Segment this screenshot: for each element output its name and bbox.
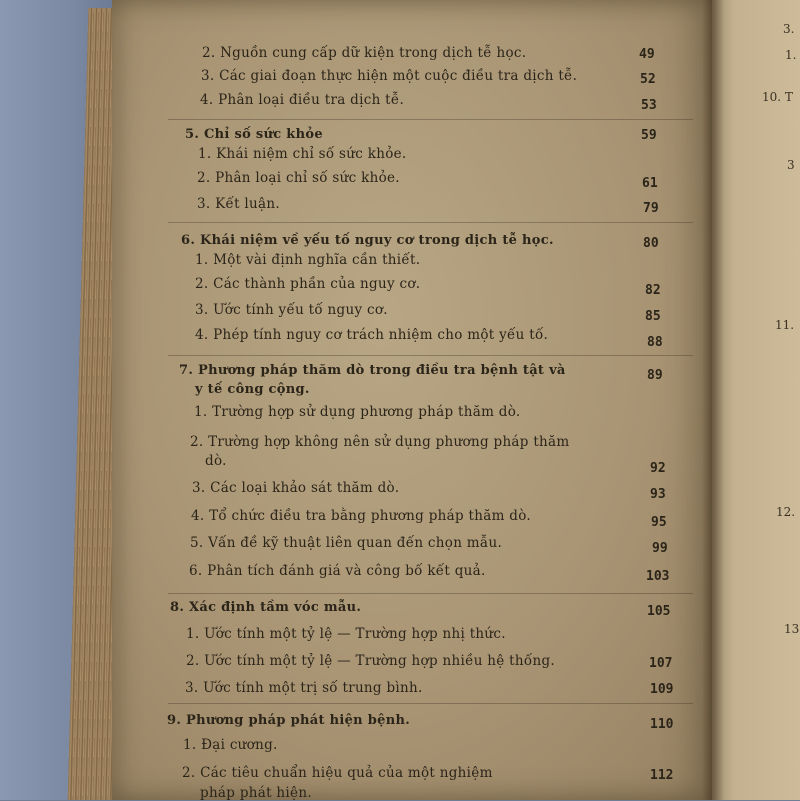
right-page-number: 10. T xyxy=(762,90,793,104)
toc-entry: 2. Phân loại chỉ số sức khỏe. xyxy=(197,170,400,186)
toc-page-number: 103 xyxy=(646,569,670,584)
toc-page-number: 59 xyxy=(641,128,657,143)
toc-page-number: 93 xyxy=(650,487,666,502)
right-page-number: 3. xyxy=(783,22,795,36)
right-page-number: 1. xyxy=(785,48,797,62)
toc-entry: 1. Đại cương. xyxy=(183,737,278,753)
toc-entry: 2. Ước tính một tỷ lệ — Trường hợp nhiều hệ thống. xyxy=(186,653,555,669)
section-divider xyxy=(168,593,693,594)
toc-entry: 3. Các loại khảo sát thăm dò. xyxy=(192,480,400,496)
toc-section-heading: 5. Chỉ số sức khỏe xyxy=(185,127,323,142)
right-page-number: 12. xyxy=(776,505,796,519)
toc-entry: 2. Trường hợp không nên sử dụng phương pháp thăm xyxy=(190,434,570,450)
toc-entry: 3. Các giai đoạn thực hiện một cuộc điều tra dịch tễ. xyxy=(201,68,578,84)
toc-page-number: 99 xyxy=(652,541,668,556)
toc-page-number: 89 xyxy=(647,368,663,383)
toc-entry: 2. Các thành phần của nguy cơ. xyxy=(195,276,421,292)
right-page-number: 13 xyxy=(784,622,800,636)
toc-section-heading-continued: y tế công cộng. xyxy=(195,382,310,397)
toc-entry: 5. Vấn đề kỹ thuật liên quan đến chọn mẫu. xyxy=(190,535,503,551)
section-divider xyxy=(168,119,693,120)
toc-entry-continued: dò. xyxy=(205,453,227,469)
section-divider xyxy=(168,703,693,704)
toc-page-number: 85 xyxy=(645,309,661,324)
toc-entry: 6. Phân tích đánh giá và công bố kết quả. xyxy=(189,563,486,579)
toc-section-heading: 7. Phương pháp thăm dò trong điều tra bệnh tật và xyxy=(179,363,566,378)
toc-entry: 1. Khái niệm chỉ số sức khỏe. xyxy=(198,146,407,162)
section-divider xyxy=(168,222,693,223)
toc-page-number: 49 xyxy=(639,47,655,62)
toc-entry-continued: pháp phát hiện. xyxy=(200,785,312,801)
section-divider xyxy=(168,355,693,356)
toc-entry: 2. Các tiêu chuẩn hiệu quả của một nghiệm xyxy=(182,765,493,781)
toc-entry: 4. Phân loại điều tra dịch tễ. xyxy=(200,92,405,108)
toc-page-number: 110 xyxy=(650,717,674,732)
toc-page-number: 82 xyxy=(645,283,661,298)
toc-page-number: 92 xyxy=(650,461,666,476)
toc-page-number: 88 xyxy=(647,335,663,350)
toc-entry: 1. Trường hợp sử dụng phương pháp thăm dò. xyxy=(194,404,521,420)
toc-entry: 1. Ước tính một tỷ lệ — Trường hợp nhị thức. xyxy=(186,626,506,642)
toc-entry: 4. Phép tính nguy cơ trách nhiệm cho một yếu tố. xyxy=(195,327,549,343)
toc-page-number: 79 xyxy=(643,201,659,216)
right-page-number: 11. xyxy=(775,318,795,332)
toc-entry: 2. Nguồn cung cấp dữ kiện trong dịch tễ học. xyxy=(202,45,527,61)
toc-page-number: 112 xyxy=(650,768,674,783)
toc-entry: 3. Ước tính một trị số trung bình. xyxy=(185,680,423,696)
toc-section-heading: 6. Khái niệm về yếu tố nguy cơ trong dịch tễ học. xyxy=(181,233,554,248)
toc-page-number: 105 xyxy=(647,604,671,619)
toc-page-number: 52 xyxy=(640,72,656,87)
toc-entry: 3. Kết luận. xyxy=(197,196,280,212)
toc-section-heading: 8. Xác định tầm vóc mẫu. xyxy=(170,600,362,615)
toc-section-heading: 9. Phương pháp phát hiện bệnh. xyxy=(167,713,411,728)
toc-page-number: 107 xyxy=(649,656,673,671)
toc-entry: 4. Tổ chức điều tra bằng phương pháp thăm dò. xyxy=(191,508,532,524)
toc-entry: 1. Một vài định nghĩa cần thiết. xyxy=(195,252,421,268)
toc-page-number: 109 xyxy=(650,682,674,697)
toc-page-number: 61 xyxy=(642,176,658,191)
toc-page-number: 53 xyxy=(641,98,657,113)
toc-page-number: 80 xyxy=(643,236,659,251)
toc-entry: 3. Ước tính yếu tố nguy cơ. xyxy=(195,302,388,318)
right-page-number: 3 xyxy=(787,158,795,172)
toc-page-number: 95 xyxy=(651,515,667,530)
